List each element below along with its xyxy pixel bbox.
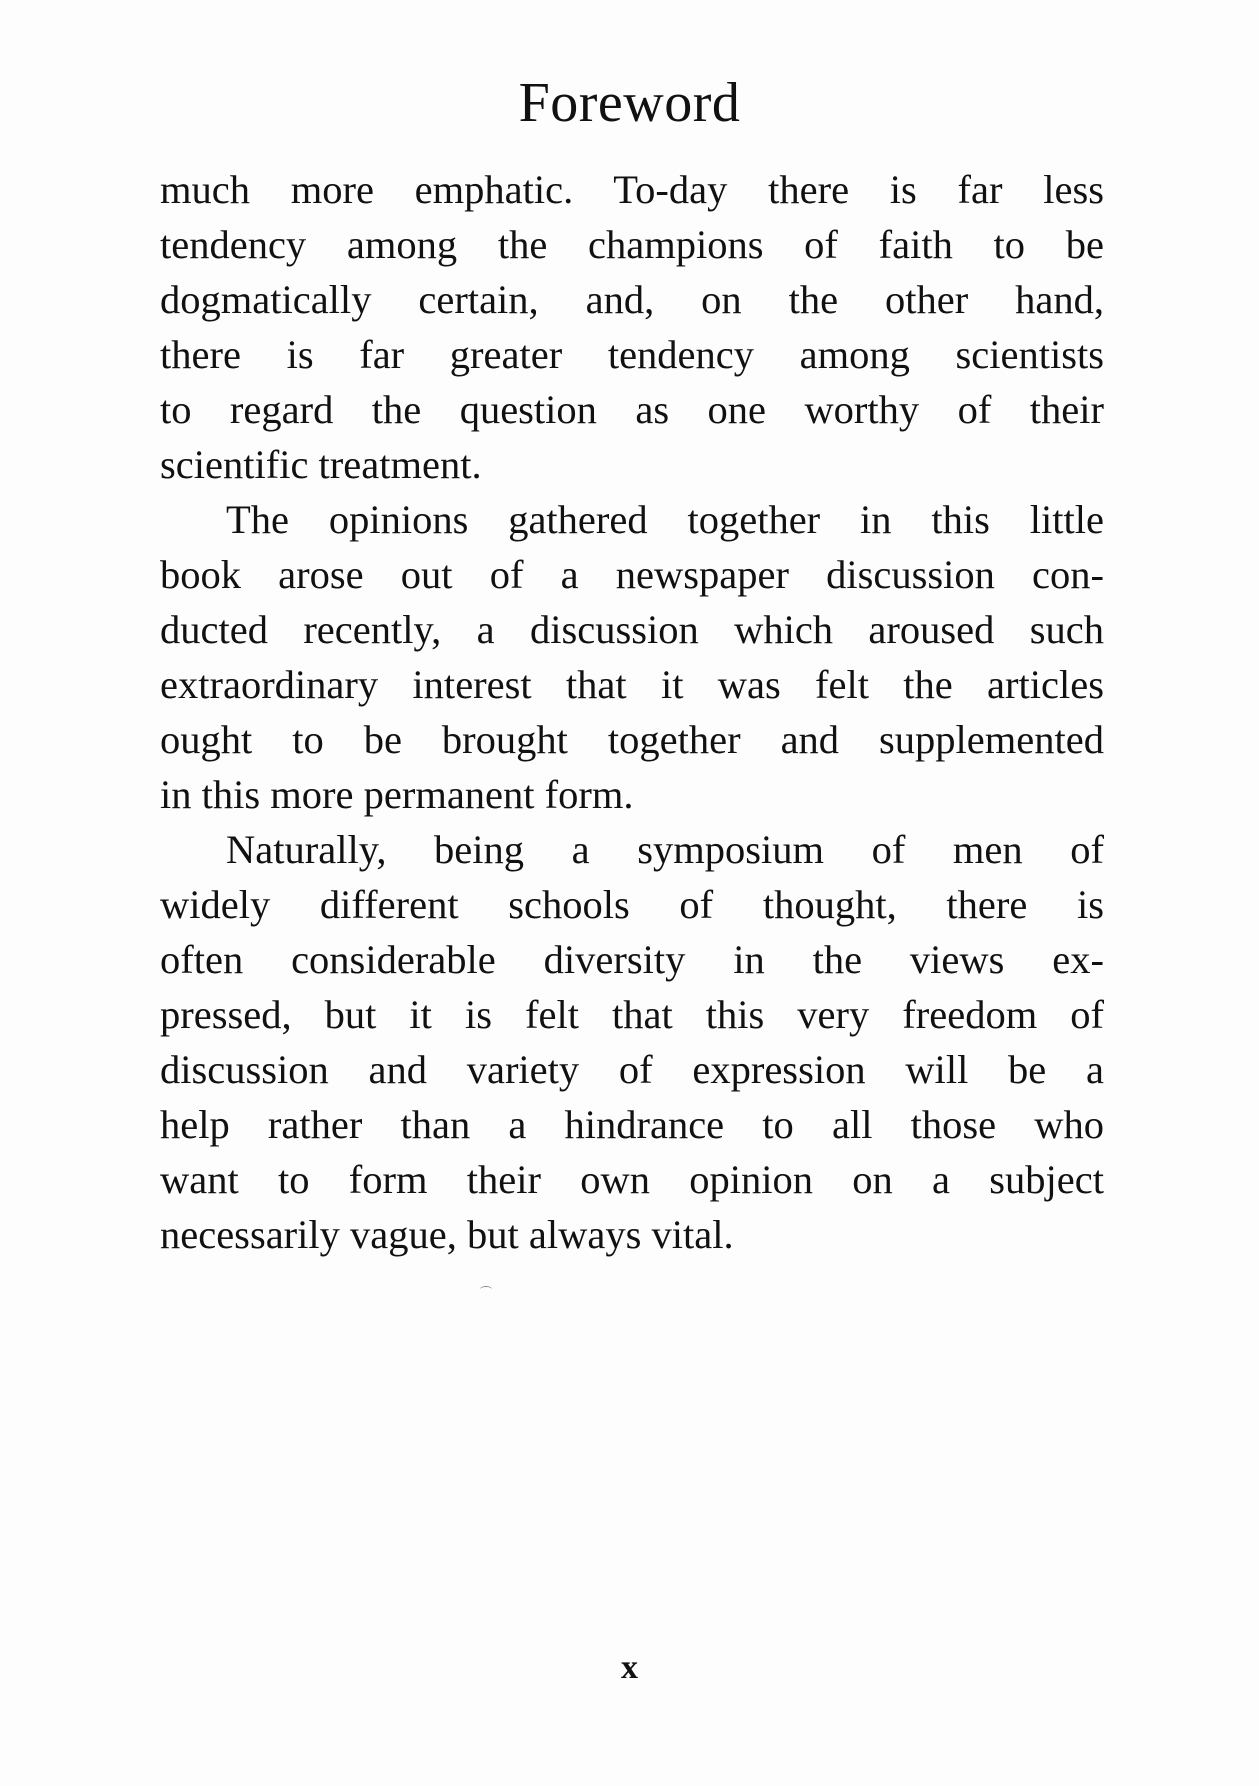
- text-line: extraordinary interest that it was felt the articles: [160, 662, 1104, 707]
- text-line: book arose out of a newspaper discussion con-: [160, 552, 1104, 597]
- text-line: pressed, but it is felt that this very freedom of: [160, 992, 1104, 1037]
- print-speck-mark: [480, 1286, 492, 1293]
- paragraph-continued: [160, 162, 1104, 492]
- text-line: discussion and variety of expression will be a: [160, 1047, 1104, 1092]
- text-line: widely different schools of thought, there is: [160, 882, 1104, 927]
- text-line: ought to be brought together and supplemented: [160, 717, 1104, 762]
- page-number: x: [621, 1649, 638, 1686]
- text-line: want to form their own opinion on a subject: [160, 1157, 1104, 1202]
- text-line: Naturally, being a symposium of men of: [226, 827, 1104, 872]
- body-text: [160, 162, 1104, 1262]
- text-line: often considerable diversity in the views ex-: [160, 937, 1104, 982]
- text-line: dogmatically certain, and, on the other hand,: [160, 277, 1104, 322]
- text-line: ducted recently, a discussion which aroused such: [160, 607, 1104, 652]
- text-line: much more emphatic. To-day there is far less: [160, 167, 1104, 212]
- text-line: necessarily vague, but always vital.: [160, 1212, 734, 1257]
- text-line: scientific treatment.: [160, 442, 482, 487]
- text-line: in this more permanent form.: [160, 772, 634, 817]
- running-head: Foreword: [518, 72, 741, 134]
- paragraph-naturally: [160, 822, 1104, 1262]
- text-line: to regard the question as one worthy of their: [160, 387, 1104, 432]
- text-line: tendency among the champions of faith to be: [160, 222, 1104, 267]
- paragraph-opinions: [160, 492, 1104, 822]
- text-line: there is far greater tendency among scientists: [160, 332, 1104, 377]
- text-line: The opinions gathered together in this little: [226, 497, 1104, 542]
- text-line: help rather than a hindrance to all those who: [160, 1102, 1104, 1147]
